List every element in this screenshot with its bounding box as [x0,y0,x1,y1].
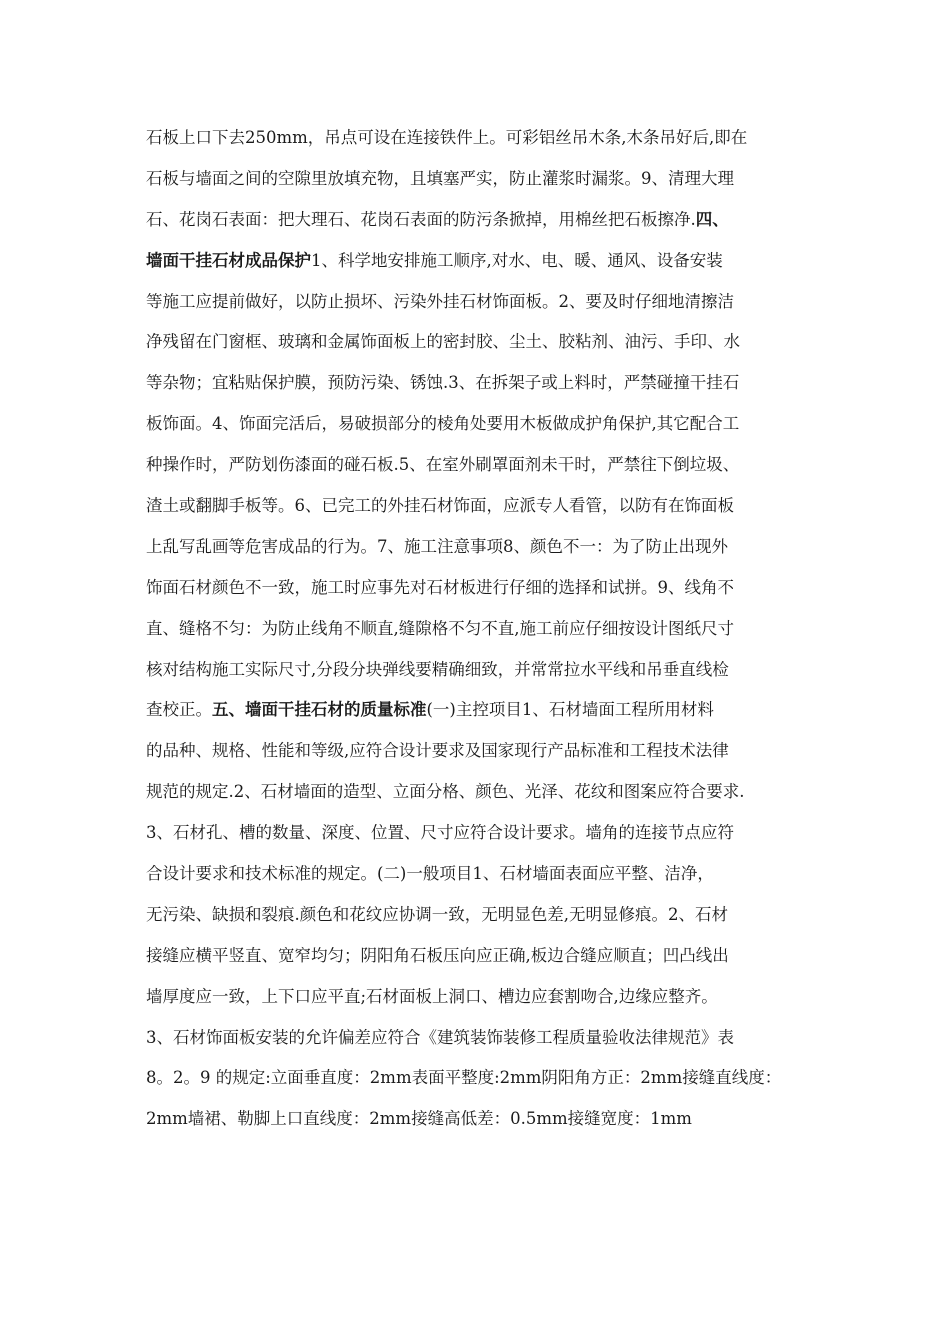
body-text-segment: 石板上口下去250mm，吊点可设在连接铁件上。可彩铝丝吊木条,木条吊好后,即在 [146,128,748,147]
body-text-segment: 墙厚度应一致，上下口应平直;石材面板上洞口、槽边应套割吻合,边缘应整齐。 [146,986,718,1006]
body-text-segment: 2mm墙裙、勒脚上口直线度：2mm接缝高低差：0.5mm接缝宽度：1mm [146,1109,692,1129]
body-text-segment: 石板与墙面之间的空隙里放填充物，且填塞严实，防止灌浆时漏浆。9、清理大理 [146,168,734,188]
heading-text: 墙面干挂石材成品保护 [146,250,311,270]
text-line [146,486,814,527]
body-text-segment: 饰面石材颜色不一致，施工时应事先对石材板进行仔细的选择和试拼。9、线角不 [146,577,734,597]
body-text-segment: 种操作时，严防划伤漆面的碰石板.5、在室外刷罩面剂未干时，严禁往下倒垃圾、 [146,455,740,475]
text-line [146,1058,814,1099]
text-line [146,690,814,731]
body-text-segment: 上乱写乱画等危害成品的行为。7、施工注意事项8、颜色不一：为了防止出现外 [146,536,728,556]
body-text-segment: 渣土或翻脚手板等。6、已完工的外挂石材饰面，应派专人看管，以防有在饰面板 [146,496,734,516]
text-line [146,118,814,159]
text-line [146,200,814,241]
body-text-segment: 净残留在门窗框、玻璃和金属饰面板上的密封胶、尘土、胶粘剂、油污、手印、水 [146,332,740,352]
body-text-segment: 3、石材饰面板安装的允许偏差应符合《建筑装饰装修工程质量验收法律规范》表 [146,1027,734,1047]
text-line [146,895,814,936]
text-line [146,650,814,691]
body-text [146,118,814,1140]
text-line [146,731,814,772]
text-line [146,854,814,895]
text-line [146,1099,814,1140]
body-text-segment: (一)主控项目1、石材墙面工程所用材料 [426,700,714,720]
text-line [146,159,814,200]
body-text-segment: 查校正。 [146,700,212,720]
body-text-segment: 等杂物；宜粘贴保护膜，预防污染、锈蚀.3、在拆架子或上料时，严禁碰撞干挂石 [146,373,740,393]
heading-text: 四、 [695,209,729,229]
text-line [146,241,814,282]
text-line [146,609,814,650]
body-text-segment: 1、科学地安排施工顺序,对水、电、暖、通风、设备安装 [311,250,723,270]
text-line [146,977,814,1018]
text-line [146,322,814,363]
body-text-segment: 石、花岗石表面：把大理石、花岗石表面的防污条掀掉，用棉丝把石板擦净. [146,209,696,229]
text-line [146,568,814,609]
text-line [146,936,814,977]
body-text-segment: 规范的规定.2、石材墙面的造型、立面分格、颜色、光泽、花纹和图案应符合要求. [146,782,745,802]
body-text-segment: 合设计要求和技术标准的规定。(二)一般项目1、石材墙面表面应平整、洁净， [146,864,714,884]
text-line [146,527,814,568]
body-text-segment: 核对结构施工实际尺寸,分段分块弹线要精确细致，并常常拉水平线和吊垂直线检 [146,659,729,679]
body-text-segment: 3、石材孔、槽的数量、深度、位置、尺寸应符合设计要求。墙角的连接节点应符 [146,823,734,843]
body-text-segment: 无污染、缺损和裂痕.颜色和花纹应协调一致，无明显色差,无明显修痕。2、石材 [146,904,728,924]
body-text-segment: 的品种、规格、性能和等级,应符合设计要求及国家现行产品标准和工程技术法律 [146,741,729,761]
text-line [146,445,814,486]
text-line [146,813,814,854]
body-text-segment: 8。2。9 的规定:立面垂直度：2mm表面平整度:2mm阴阳角方正：2mm接缝直线度： [146,1068,782,1088]
text-line [146,363,814,404]
body-text-segment: 板饰面。4、饰面完活后，易破损部分的棱角处要用木板做成护角保护,其它配合工 [146,414,740,434]
body-text-segment: 直、缝格不匀：为防止线角不顺直,缝隙格不匀不直,施工前应仔细按设计图纸尺寸 [146,618,734,638]
text-line [146,772,814,813]
body-text-segment: 等施工应提前做好，以防止损坏、污染外挂石材饰面板。2、要及时仔细地清擦洁 [146,291,734,311]
body-text-segment: 接缝应横平竖直、宽窄均匀；阴阳角石板压向应正确,板边合缝应顺直；凹凸线出 [146,945,729,965]
heading-text: 五、墙面干挂石材的质量标准 [212,700,427,720]
text-line [146,404,814,445]
text-line [146,282,814,323]
text-line [146,1018,814,1059]
